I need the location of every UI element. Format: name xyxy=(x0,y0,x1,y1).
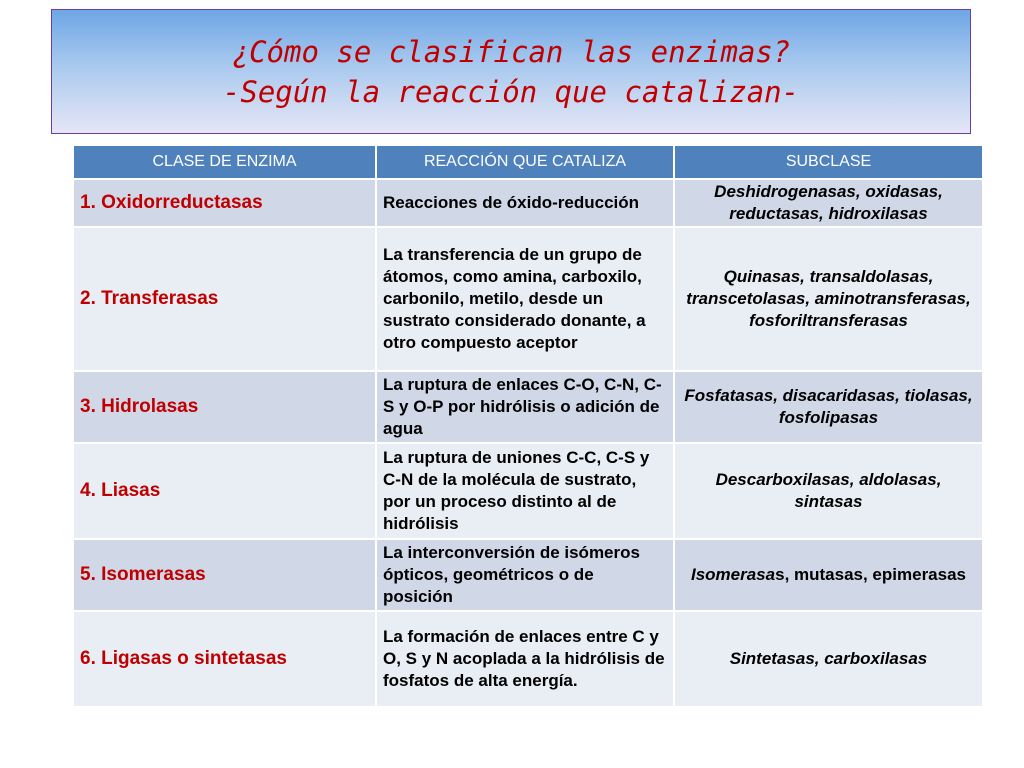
row-clase: 6. Ligasas o sintetasas xyxy=(73,611,376,707)
table-row xyxy=(73,443,983,539)
row-clase: 5. Isomerasas xyxy=(73,539,376,611)
row-subclase xyxy=(674,539,983,611)
row-reaccion: La ruptura de enlaces C-O, C-N, C-S y O-P por hidrólisis o adición de agua xyxy=(376,371,674,443)
table-row xyxy=(73,227,983,371)
row-subclase: Descarboxilasas, aldolasas, sintasas xyxy=(674,443,983,539)
slide-subtitle: -Según la reacción que catalizan- xyxy=(222,74,800,109)
table-row xyxy=(73,371,983,443)
header-reaccion: REACCIÓN QUE CATALIZA xyxy=(376,145,674,179)
row-clase: 2. Transferasas xyxy=(73,227,376,371)
row-subclase: Deshidrogenasas, oxidasas, reductasas, hidroxilasas xyxy=(674,179,983,227)
table-header-row xyxy=(73,145,983,179)
row-reaccion: La ruptura de uniones C-C, C-S y C-N de la molécula de sustrato, por un proceso distinto al de hidrólisis xyxy=(376,443,674,539)
row-clase: 1. Oxidorreductasas xyxy=(73,179,376,227)
row-clase: 4. Liasas xyxy=(73,443,376,539)
row-clase: 3. Hidrolasas xyxy=(73,371,376,443)
row-reaccion: La formación de enlaces entre C y O, S y N acoplada a la hidrólisis de fosfatos de alta energía. xyxy=(376,611,674,707)
row-subclase: Quinasas, transaldolasas, transcetolasas, aminotransferasas, fosforiltransferasas xyxy=(674,227,983,371)
title-banner xyxy=(51,9,971,134)
row-reaccion: Reacciones de óxido-reducción xyxy=(376,179,674,227)
row-reaccion: La transferencia de un grupo de átomos, como amina, carboxilo, carbonilo, metilo, desde un sustrato considerado donante, a otro compuesto aceptor xyxy=(376,227,674,371)
subclase-plain-part: s, mutasas, epimerasas xyxy=(775,565,967,584)
table-row xyxy=(73,179,983,227)
table-row xyxy=(73,611,983,707)
subclase-italic-part: Isomerasa xyxy=(690,565,776,584)
header-subclase: SUBCLASE xyxy=(674,145,983,179)
header-clase: CLASE DE ENZIMA xyxy=(73,145,376,179)
row-reaccion: La interconversión de isómeros ópticos, geométricos o de posición xyxy=(376,539,674,611)
row-subclase: Sintetasas, carboxilasas xyxy=(674,611,983,707)
table-row xyxy=(73,539,983,611)
enzyme-classification-table xyxy=(72,144,984,708)
row-subclase: Fosfatasas, disacaridasas, tiolasas, fosfolipasas xyxy=(674,371,983,443)
slide-title: ¿Cómo se clasifican las enzimas? xyxy=(231,34,791,69)
